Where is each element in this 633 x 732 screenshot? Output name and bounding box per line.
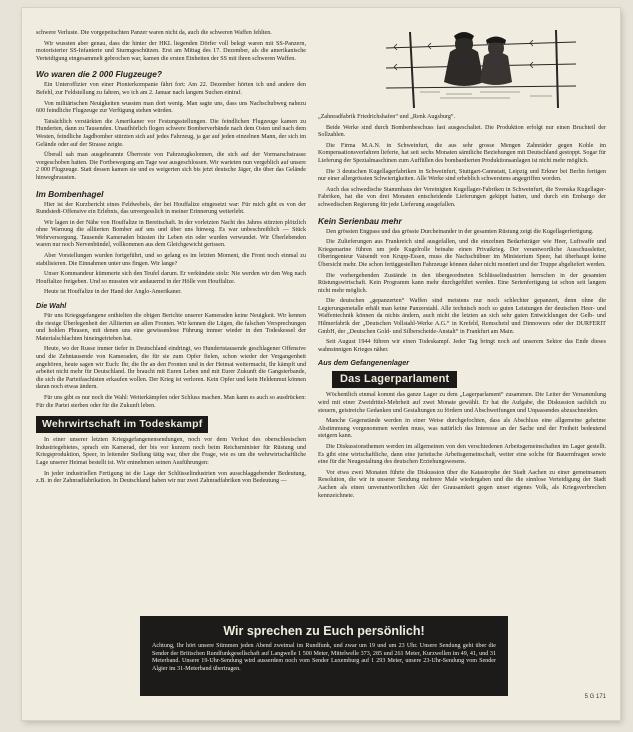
paragraph: Beide Werke sind durch Bombenbeschuss fast ausgeschaltet. Die Produktion erfolgt nur einen Bruchteil der Sollzahlen. [318,124,606,139]
radio-box-title: Wir sprechen zu Euch persönlich! [223,624,425,638]
paragraph: Wöchentlich einmal kommt das ganze Lager zu dem „Lagerparlament“ zusammen. Die Leiter der Versammlung wird mit einer Zweidrittel-Mehrheit auf zwei Monate gewählt. Er hat die Aufgabe, die Diskussion sachlich zu steuern, geistreiche Gedanken und Gestaltungen zu fördern und Abschweifungen und Unpassendes abzuschneiden. [318,392,606,414]
paragraph: Ein Unteroffizier von einer Pionierkompanie fährt fort: Am 22. Dezember hörten ich und andere den Befehl, zur Feldstellung zu fahren, wo ich am 2. Januar nach langem Suchen eintraf. [36,82,306,96]
section-heading-wahl: Die Wahl [36,301,67,311]
paragraph: In einer unserer letzten Kriegsgefangenensendungen, noch vor dem Verlust des oberschlesischen Industriegebietes, sprach ein Kamerad, der bis vor kurzem noch beim Reichsminister für Rüstung und Kriegsproduktion, Speer, in leitender Stellung tätig war, über die Frage, wie es um die wehrwirtschaftliche Lage unserer Heimat bestellt ist. Wir entnehmen seinen Ausführungen: [36,437,306,466]
section-heading-serienbau: Kein Serienbau mehr [318,215,402,226]
banner-wehrwirtschaft: Wehrwirtschaft im Todeskampf [36,416,208,433]
prisoners-behind-barbed-wire-illustration [380,22,580,110]
paragraph: Für uns Kriegsgefangene enthielten die obigen Berichte unserer Kameraden keine Neuigkeit. Wir kennen die riesige Überlegenheit der Alliierten an allen Fronten. Wir kennen die Lügen, die falschen Versprechungen und hohlen Phrasen, mit denen uns eine gewissenlose Führung immer wieder in den Todeskessel der Materialschlachten hineingetrieben hat. [36,313,306,342]
section-heading-gefangenenlager: Aus dem Gefangenenlager [318,358,410,368]
section-heading-flugzeuge: Wo waren die 2 000 Flugzeuge? [36,69,162,80]
paragraph: Manche Gegenstände werden in einer Weise durchgefochten, dass als Abschluss eine allgemeine geheime Abstimmung vorgenommen werden muss, was natürlich das Interesse an der Sache und der Freiheit bedeutend steigern kann. [318,418,606,440]
paragraph: Die vorhergehenden Zustände in den übergeordneten Schlüsselindustrien herrschen in der gesamten Rüstungswirtschaft. Kein Programm kann mehr durchgeführt werden. Eine Serienfertigung ist schon seit langem nicht mehr möglich. [318,272,606,294]
banner-lagerparlament: Das Lagerparlament [332,371,457,388]
intro-paragraph-2: Wir wussten aber genau, dass die hinter der HKL liegenden Dörfer voll belegt waren mit SS-Panzern, motorisierter SS-Infanterie und Sturmgeschützen. Erst am Mittag des 17. Dezember, als die amerikanische Verteidigung eingesammelt gebrochen war, kamen die ersten Einheiten der SS mit ihren schweren Waffen. [36,40,306,62]
radio-broadcast-box [140,616,508,696]
left-column [36,30,306,489]
paragraph: Die 3 deutschen Kugellagerfabriken in Schweinfurt, Stuttgart-Cannstatt, Leipzig und Erkner bei Berlin fertigen nur einer allergrössten Schwierigkeiten. Alle Werke sind erheblich schwerstens angegriffen worden. [318,168,606,183]
section-heading-bombenhagel: Im Bombenhagel [36,188,104,199]
paragraph: Aber Vorstellungen wurden fortgeführt, und so gelang es im letzten Moment, die Front noch einmal zu stabilisieren. Die Einnahmen unter uns fingen. Wir lange? [36,253,306,267]
paragraph: Wir lagen in der Nähe von Houffalize in Bereitschaft. In der vorletzten Nacht des Jahres stürzten plötzlich ohne Warnung die alliierten Bomber auf uns und über uns hinweg. Es war unbeschreiblich — Stück Wehrversorgung. Tausende Kameraden büssten ihr Leben ein oder wurden verwundet. Wir Überlebenden waren nur noch Nervenbündel, vollkommen aus dem Gleichgewicht gerissen. [36,219,306,249]
paragraph: Tatsächlich verstärkten die Amerikaner vor Festungsstellungen. Die feindlichen Flugzeuge kamen zu Hunderten, dann zu Tausenden. Unaufhörlich flogen schwere Bomberverbände nach dem Osten und nach dem Westen, feindliche Jagdbomber stürzten sich auf jedes Fahrzeug, ja gar auf jeden einzelnen Mann, der sich im Gelände oder auf der Strasse zeigte. [36,118,306,148]
paragraph: Heute, wo der Russe immer tiefer in Deutschland eindringt, wo Hundertstausende geschlagener Offensive und die Zehntausende von Kameraden, die für sie zum Opfer fielen, schon wieder der Vergangenheit angehören, heute sagen wir Euch: Ihr, die Ihr an den Fronten und in der Heimat weitermacht, Ihr kämpft und arbeitet nicht mehr für Deutschland. Ihr braucht mit Euren Leben und mit Eurer Zukunft die Gangsterbande, die sich die Parteifaschisten erkaufen wollen. Der Krieg ist verloren. Kein Opfer und kein Heldenmut können daran noch etwas ändern. [36,346,306,391]
paragraph: In jeder industriellen Fertigung ist die Lage der Schlüsselindustrien von ausschlaggebender Bedeutung, z.B. in der Zahnradfabrikation. In Deutschland haben wir nur zwei Zahnradfabriken von Bedeutung — [36,470,306,485]
paragraph: Hier ist der Kurzbericht eines Feldwebels, der bei Houffalize eingesetzt war: Für mich gibt es von der Rundstedt-Offensive ein Erlebnis, das unvergesslich in meiner Erinnerung weiterlebt. [36,201,306,216]
paragraph: Unser Kommandeur kümmerte sich den Teufel darum. Er verkündete stolz: Nie werden wir den Weg nach Houffalize freigeben. Und so mussten wir andauernd in der Hölle von Houffalize. [36,271,306,285]
leaflet-code: 5 G 171 [584,694,606,700]
paragraph: Den grössten Engpass und das grösste Durcheinander in der gesamten Rüstung zeigt die Kugellagerfertigung. [326,228,594,235]
right-column [318,114,606,503]
paragraph: Die Diskussionsthemen werden im allgemeinen von den verschiedenen Arbeitsgemeinschaften im Lager gestellt. Es gibt eine wirtschaftliche, dann eine juristische Arbeitsgemeinschaft, weiter eine solche für Bauernfragen sowie eine für die Neugestaltung des deutschen Erziehungswesens. [318,444,606,466]
paragraph: Überall sah man ausgebrannte Überreste von Fahrzeugkolonnen, die sich auf der Vormarschstrasse vorgeschoben hatten. Die Fortbewegung am Tage war ausgeschlossen. Wir warteten nun vergeblich auf unsere 2 000 Flugzeuge. Statt dessen kamen sie und es weigerten sich bis jetzt deutsche Jäger, die über das Gelände hinwegbrausten. [36,152,306,181]
paragraph: Die Zulieferungen aus Frankreich sind ausgefallen, und die einzelnen Bedarfsträger wie Heer, Luftwaffe und Kriegsmarine führen um jede Kugelrolle beinahe einen Privatkrieg. Der verantwortliche Ausschussleiter, Oberingenieur Vaisendt von Krupp-Essen, muss die Nachschübner im Ministerium Speer, hat überhaupt keine Übersicht mehr. Die schon fertiggestellten Fahrzeuge können daher nicht montiert und der Truppe abgeliefert werden. [318,239,606,268]
leaflet-page [22,8,620,720]
paragraph: Für uns gibt es nur noch die Wahl: Weiterkämpfen oder Schluss machen. Man kann es auch so ausdrücken: Für die Partei sterben oder für die Zukunft leben. [36,394,306,409]
intro-paragraph-1: schwere Verluste. Die vorgepeitschten Panzer waren nicht da, auch die schweren Waffen fehlten. [36,30,272,36]
paragraph: Die deutschen „gepanzerten“ Waffen sind meistens nur noch schlechter gepanzert, denn ohne die Legierungsmetalle erhält man keine Panzerstahl. Alle technisch noch so guten Leistungen der deutschen Heer- und Waffentechnik können da nichts ändern, auch nicht die letzten an sich sehr guten Entwicklungen der Gelb- und Hilmerfabrik der „Deutschen Vollstahl-Werke A.G.“ in Krefeld, Remscheid und Dinnowurs oder der DURFERIT GmbH, der „Deutschen Gold- und Silberscheide-Anstalt“ in Frankfurt am Main. [318,298,606,335]
paragraph: „Zahnradfabrik Friedrichshafen“ und „Renk Augsburg“. [318,114,456,120]
paragraph: Auch das schwedische Stammhaus der Vereinigten Kugellager-Fabriken in Schweinfurt, die Svenska Kugellager-Fabriken, hat die von drei Monaten entscheidende Lieferungen gekippt hatten, und durch ein Embargo der schwedischen Regierung für jede Lieferung ausgefallen. [318,186,606,208]
paragraph: Seit August 1944 führen wir einen Todeskampf. Jeder Tag bringt noch auf unserem Sektor das Ende dieses wahnsinnigen Krieges näher. [318,339,606,353]
paragraph: Vor etwa zwei Monaten führte die Diskussion über die Katastrophe der Stadt Aachen zu einer gemeinsamen Resolution, die wir in unserer Sendung mehrere Male wiedergaben und die die sinnlose Verteidigung der Stadt Aachen als einen unverantwortlichen Akt der Grausamkeit gegen unser eigenes Volk, als Kriegsverbrechen kennzeichnete. [318,469,606,499]
radio-box-text: Achtung, Ihr hört unsere Stimmen jeden Abend zweimal im Rundfunk, und zwar um 19 und um 23 Uhr. Unsere Sendung geht über die Sender der Britischen Rundfunkgesellschaft auf Langwelle 1 500 Meter, Mittelwelle 373, 285 und 261 Meter, Kurzwellen im 49, 41, und 31 Meterband. Unsere 19-Uhr-Sendung wird ausserdem noch vom Sender Luxemburg auf 1 293 Meter, unsere 23-Uhr-Sendung vom Sender Algier im 31-Meterband übertragen. [152,643,496,672]
paragraph: Die Firma M.A.N. in Schweinfurt, die aus sehr grosse Mengen Zahnräder gegen Kohle im Kompensationsverfahren lieferte, hat seit sechs Monaten sämtliche Beziehungen mit Deutschland gestoppt. Sogar für Lieferung der Spezialmaschinen zum Auffüllen des bombardierten Produktionsanlagen ist nicht mehr möglich. [318,142,606,164]
paragraph: Heute ist Houffalize in der Hand der Anglo-Amerikaner. [44,289,182,296]
paragraph: Von militärischen Neuigkeiten wussten man dort wenig. Man sagte uns, dass uns Nachschubweg nahezu 600 feindliche Flugzeuge zur Verfügung stehen würden. [36,100,306,115]
